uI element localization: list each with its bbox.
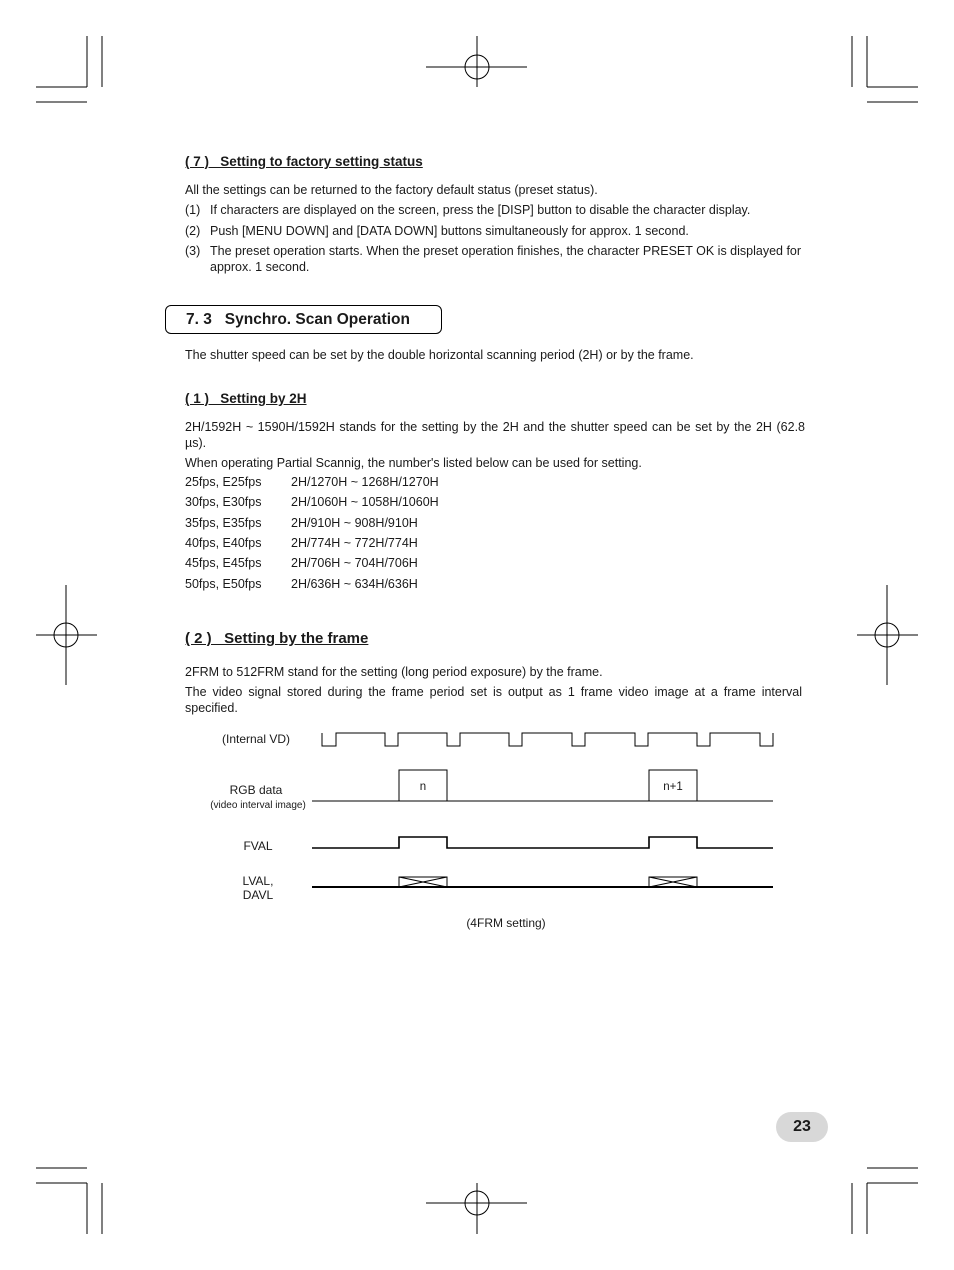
section-title: 7. 3 Synchro. Scan Operation bbox=[186, 311, 410, 328]
setting-by-frame-para2: The video signal stored during the frame period set is output as 1 frame video image at a frame interval specified. bbox=[185, 685, 802, 715]
step-3-number: (3) bbox=[185, 244, 201, 258]
section-7-heading: ( 7 ) Setting to factory setting status bbox=[185, 154, 423, 169]
step-3-text: The preset operation starts. When the preset operation finishes, the character PRESET OK is displayed for approx. 1 second. bbox=[210, 244, 802, 274]
setting-by-2h-para1: 2H/1592H ~ 1590H/1592H stands for the setting by the 2H and the shutter speed can be set by the 2H (62.8 µs). bbox=[185, 420, 805, 450]
setting-by-frame-para1: 2FRM to 512FRM stand for the setting (long period exposure) by the frame. bbox=[185, 665, 603, 679]
setting-by-2h-heading: ( 1 ) Setting by 2H bbox=[185, 391, 307, 406]
step-1-number: (1) bbox=[185, 203, 201, 217]
fps-value: 50fps, E50fps bbox=[185, 577, 262, 591]
diagram-caption: (4FRM setting) bbox=[466, 916, 546, 930]
step-1-text: If characters are displayed on the screen, press the [DISP] button to disable the character display. bbox=[210, 203, 751, 217]
setting-by-frame-heading: ( 2 ) Setting by the frame bbox=[185, 630, 369, 647]
range-value: 2H/1060H ~ 1058H/1060H bbox=[291, 495, 439, 509]
page-number: 23 bbox=[793, 1118, 811, 1135]
box-label-n1: n+1 bbox=[663, 781, 683, 793]
step-2-number: (2) bbox=[185, 224, 201, 238]
range-value: 2H/910H ~ 908H/910H bbox=[291, 516, 418, 530]
page-number-badge bbox=[776, 1112, 828, 1142]
range-value: 2H/706H ~ 704H/706H bbox=[291, 556, 418, 570]
davl-label: DAVL bbox=[242, 888, 274, 902]
box-label-n: n bbox=[419, 781, 427, 793]
range-value: 2H/774H ~ 772H/774H bbox=[291, 536, 418, 550]
range-value: 2H/636H ~ 634H/636H bbox=[291, 577, 418, 591]
rgb-data-label: RGB data bbox=[229, 783, 283, 797]
internal-vd-label: (Internal VD) bbox=[221, 732, 291, 746]
section-73-intro: The shutter speed can be set by the double horizontal scanning period (2H) or by the frame. bbox=[185, 348, 694, 362]
fps-value: 45fps, E45fps bbox=[185, 556, 262, 570]
fps-value: 40fps, E40fps bbox=[185, 536, 262, 550]
fval-label: FVAL bbox=[243, 839, 273, 853]
range-value: 2H/1270H ~ 1268H/1270H bbox=[291, 475, 439, 489]
fps-value: 25fps, E25fps bbox=[185, 475, 262, 489]
fps-value: 35fps, E35fps bbox=[185, 516, 262, 530]
section-7-intro: All the settings can be returned to the factory default status (preset status). bbox=[185, 183, 598, 197]
fps-value: 30fps, E30fps bbox=[185, 495, 262, 509]
lval-label: LVAL, bbox=[242, 874, 274, 888]
setting-by-2h-para2: When operating Partial Scannig, the number's listed below can be used for setting. bbox=[185, 456, 642, 470]
fval-waveform bbox=[312, 837, 773, 848]
rgb-data-sublabel: (video interval image) bbox=[210, 800, 306, 811]
step-2-text: Push [MENU DOWN] and [DATA DOWN] buttons simultaneously for approx. 1 second. bbox=[210, 224, 689, 238]
internal-vd-waveform bbox=[322, 733, 773, 746]
